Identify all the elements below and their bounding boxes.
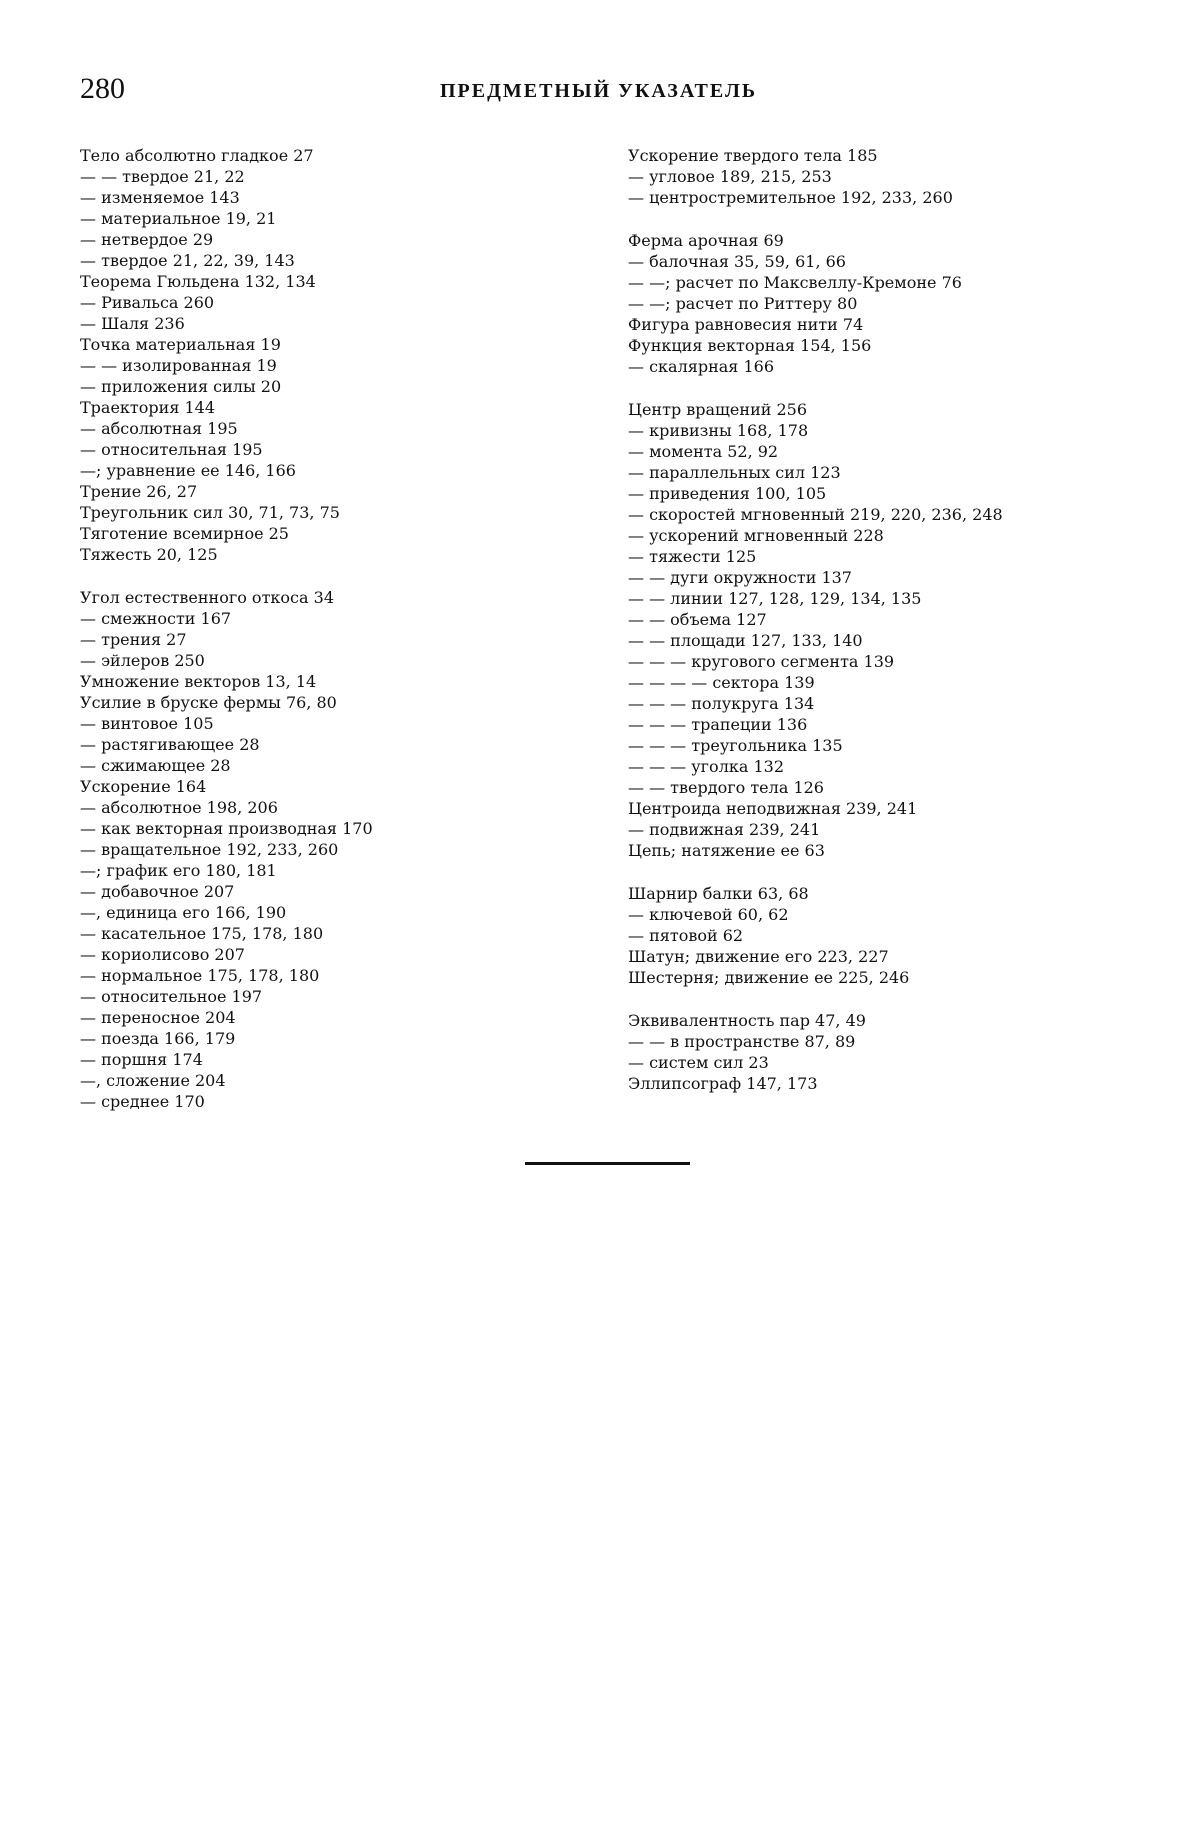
index-entry: — центростремительное 192, 233, 260 — [628, 188, 953, 207]
index-group — [80, 145, 620, 565]
index-entry: —, сложение 204 — [80, 1071, 226, 1090]
index-entry: Угол естественного откоса 34 — [80, 588, 334, 607]
index-entry: — — изолированная 19 — [80, 356, 277, 375]
index-entry: Тело абсолютно гладкое 27 — [80, 146, 314, 165]
index-entry: Усилие в бруске фермы 76, 80 — [80, 693, 337, 712]
index-entry: Тяготение всемирное 25 — [80, 524, 289, 543]
index-entry: Шестерня; движение ее 225, 246 — [628, 968, 910, 987]
index-entry: — эйлеров 250 — [80, 651, 205, 670]
index-entry: — — дуги окружности 137 — [628, 568, 852, 587]
index-entry: — — в пространстве 87, 89 — [628, 1032, 856, 1051]
index-entry: — приведения 100, 105 — [628, 484, 827, 503]
index-entry: Ускорение 164 — [80, 777, 207, 796]
index-entry: — поезда 166, 179 — [80, 1029, 236, 1048]
index-entry: — — площади 127, 133, 140 — [628, 631, 863, 650]
index-entry: — скоростей мгновенный 219, 220, 236, 248 — [628, 505, 1003, 524]
index-entry: Центроида неподвижная 239, 241 — [628, 799, 918, 818]
index-entry: — угловое 189, 215, 253 — [628, 167, 832, 186]
index-entry: — параллельных сил 123 — [628, 463, 841, 482]
index-entry: — момента 52, 92 — [628, 442, 779, 461]
index-entry: —; график его 180, 181 — [80, 861, 277, 880]
index-entry: — среднее 170 — [80, 1092, 205, 1111]
index-entry: Траектория 144 — [80, 398, 216, 417]
index-entry: — — — треугольника 135 — [628, 736, 843, 755]
index-entry: — материальное 19, 21 — [80, 209, 277, 228]
index-entry: Ферма арочная 69 — [628, 231, 784, 250]
index-entry: Эллипсограф 147, 173 — [628, 1074, 818, 1093]
index-entry: Функция векторная 154, 156 — [628, 336, 872, 355]
index-entry: Ускорение твердого тела 185 — [628, 146, 878, 165]
index-entry: Умножение векторов 13, 14 — [80, 672, 317, 691]
index-entry: — — объема 127 — [628, 610, 767, 629]
index-entry: — как векторная производная 170 — [80, 819, 373, 838]
index-group — [80, 587, 620, 1112]
index-entry: Точка материальная 19 — [80, 335, 281, 354]
index-entry: — пятовой 62 — [628, 926, 744, 945]
index-entry: — относительная 195 — [80, 440, 263, 459]
index-entry: — —; расчет по Риттеру 80 — [628, 294, 858, 313]
index-entry: — балочная 35, 59, 61, 66 — [628, 252, 846, 271]
index-entry: — кривизны 168, 178 — [628, 421, 809, 440]
index-entry: — систем сил 23 — [628, 1053, 769, 1072]
index-column-right — [628, 145, 1168, 1116]
index-entry: — скалярная 166 — [628, 357, 775, 376]
index-entry: — кориолисово 207 — [80, 945, 245, 964]
index-group — [628, 145, 1168, 208]
index-entry: Треугольник сил 30, 71, 73, 75 — [80, 503, 340, 522]
index-entry: — переносное 204 — [80, 1008, 236, 1027]
index-entry: — тяжести 125 — [628, 547, 757, 566]
index-entry: — нормальное 175, 178, 180 — [80, 966, 320, 985]
index-entry: — поршня 174 — [80, 1050, 203, 1069]
running-title: ПРЕДМЕТНЫЙ УКАЗАТЕЛЬ — [440, 80, 758, 102]
index-entry: — касательное 175, 178, 180 — [80, 924, 324, 943]
index-entry: — —; расчет по Максвеллу-Кремоне 76 — [628, 273, 962, 292]
index-entry: Теорема Гюльдена 132, 134 — [80, 272, 316, 291]
index-entry: — — — — сектора 139 — [628, 673, 815, 692]
index-entry: — твердое 21, 22, 39, 143 — [80, 251, 295, 270]
index-entry: Шатун; движение его 223, 227 — [628, 947, 889, 966]
index-entry: Трение 26, 27 — [80, 482, 198, 501]
index-entry: Центр вращений 256 — [628, 400, 808, 419]
index-group — [628, 230, 1168, 377]
index-entry: — вращательное 192, 233, 260 — [80, 840, 339, 859]
index-entry: Тяжесть 20, 125 — [80, 545, 218, 564]
index-group — [628, 399, 1168, 861]
index-entry: — сжимающее 28 — [80, 756, 231, 775]
index-entry: — относительное 197 — [80, 987, 263, 1006]
index-column-left — [80, 145, 620, 1134]
index-entry: —, единица его 166, 190 — [80, 903, 287, 922]
index-entry: Шарнир балки 63, 68 — [628, 884, 809, 903]
index-entry: Эквивалентность пар 47, 49 — [628, 1011, 866, 1030]
index-entry: — Шаля 236 — [80, 314, 185, 333]
index-entry: — — — уголка 132 — [628, 757, 785, 776]
index-entry: — Ривальса 260 — [80, 293, 215, 312]
index-entry: — — — полукруга 134 — [628, 694, 815, 713]
index-entry: — смежности 167 — [80, 609, 232, 628]
index-entry: — — твердое 21, 22 — [80, 167, 245, 186]
index-entry: Цепь; натяжение ее 63 — [628, 841, 825, 860]
index-entry: —; уравнение ее 146, 166 — [80, 461, 296, 480]
index-entry: — ключевой 60, 62 — [628, 905, 789, 924]
index-entry: — — твердого тела 126 — [628, 778, 824, 797]
index-entry: — приложения силы 20 — [80, 377, 282, 396]
index-entry: Фигура равновесия нити 74 — [628, 315, 864, 334]
end-rule — [525, 1162, 690, 1165]
index-entry: — изменяемое 143 — [80, 188, 240, 207]
index-entry: — подвижная 239, 241 — [628, 820, 821, 839]
index-entry: — растягивающее 28 — [80, 735, 260, 754]
index-entry: — ускорений мгновенный 228 — [628, 526, 884, 545]
index-entry: — абсолютное 198, 206 — [80, 798, 278, 817]
index-entry: — — — кругового сегмента 139 — [628, 652, 895, 671]
index-entry: — нетвердое 29 — [80, 230, 214, 249]
index-entry: — — — трапеции 136 — [628, 715, 808, 734]
index-group — [628, 883, 1168, 988]
index-entry: — винтовое 105 — [80, 714, 214, 733]
index-group — [628, 1010, 1168, 1094]
index-entry: — добавочное 207 — [80, 882, 235, 901]
index-entry: — — линии 127, 128, 129, 134, 135 — [628, 589, 922, 608]
page-number: 280 — [80, 72, 125, 105]
index-entry: — трения 27 — [80, 630, 187, 649]
index-entry: — абсолютная 195 — [80, 419, 238, 438]
